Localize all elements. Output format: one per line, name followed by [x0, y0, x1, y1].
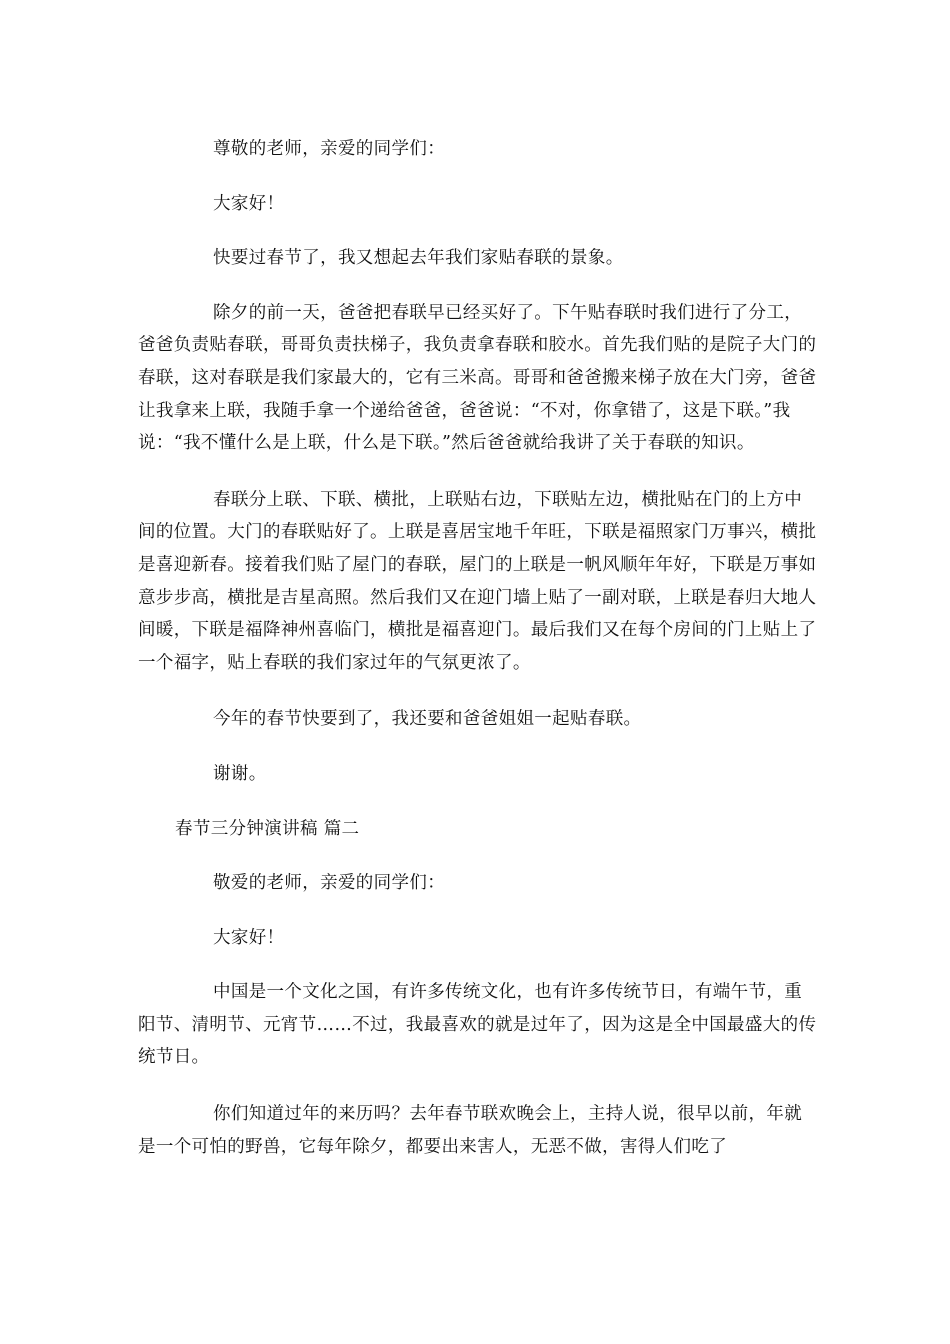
document-body [138, 133, 818, 1163]
body-paragraph: 春联分上联、下联、横批，上联贴右边，下联贴左边，横批贴在门的上方中间的位置。大门的春联贴好了。上联是喜居宝地千年旺，下联是福照家门万事兴，横批是喜迎新春。接着我们贴了屋门的春联，屋门的上联是一帆风顺年年好，下联是万事如意步步高，横批是吉星高照。然后我们又在迎门墙上贴了一副对联，上联是春归大地人间暖，下联是福降神州喜临门，横批是福喜迎门。最后我们又在每个房间的门上贴上了一个福字，贴上春联的我们家过年的气氛更浓了。 [138, 489, 817, 673]
body-paragraph: 中国是一个文化之国，有许多传统文化，也有许多传统节日，有端午节，重阳节、清明节、元宵节……不过，我最喜欢的就是过年了，因为这是全中国最盛大的传统节日。 [138, 982, 817, 1068]
greeting: 大家好！ [213, 193, 285, 214]
body-paragraph: 除夕的前一天，爸爸把春联早已经买好了。下午贴春联时我们进行了分工，爸爸负责贴春联，哥哥负责扶梯子，我负责拿春联和胶水。首先我们贴的是院子大门的春联，这对春联是我们家最大的，它有三米高。哥哥和爸爸搬来梯子放在大门旁，爸爸让我拿来上联，我随手拿一个递给爸爸，爸爸说：“不对，你拿错了，这是下联。”我说：“我不懂什么是上联，什么是下联。”然后爸爸就给我讲了关于春联的知识。 [138, 302, 817, 454]
greeting: 大家好！ [213, 927, 285, 948]
body-paragraph: 今年的春节快要到了，我还要和爸爸姐姐一起贴春联。 [213, 709, 642, 730]
intro-paragraph: 快要过春节了，我又想起去年我们家贴春联的景象。 [213, 248, 624, 269]
body-paragraph: 你们知道过年的来历吗？去年春节联欢晚会上，主持人说，很早以前，年就是一个可怕的野兽，它每年除夕，都要出来害人，无恶不做，害得人们吃了 [138, 1104, 803, 1157]
section-heading: 春节三分钟演讲稿 篇二 [175, 818, 360, 839]
salutation: 尊敬的老师，亲爱的同学们： [213, 139, 446, 159]
salutation: 敬爱的老师，亲爱的同学们： [213, 873, 446, 894]
closing: 谢谢。 [213, 763, 267, 784]
